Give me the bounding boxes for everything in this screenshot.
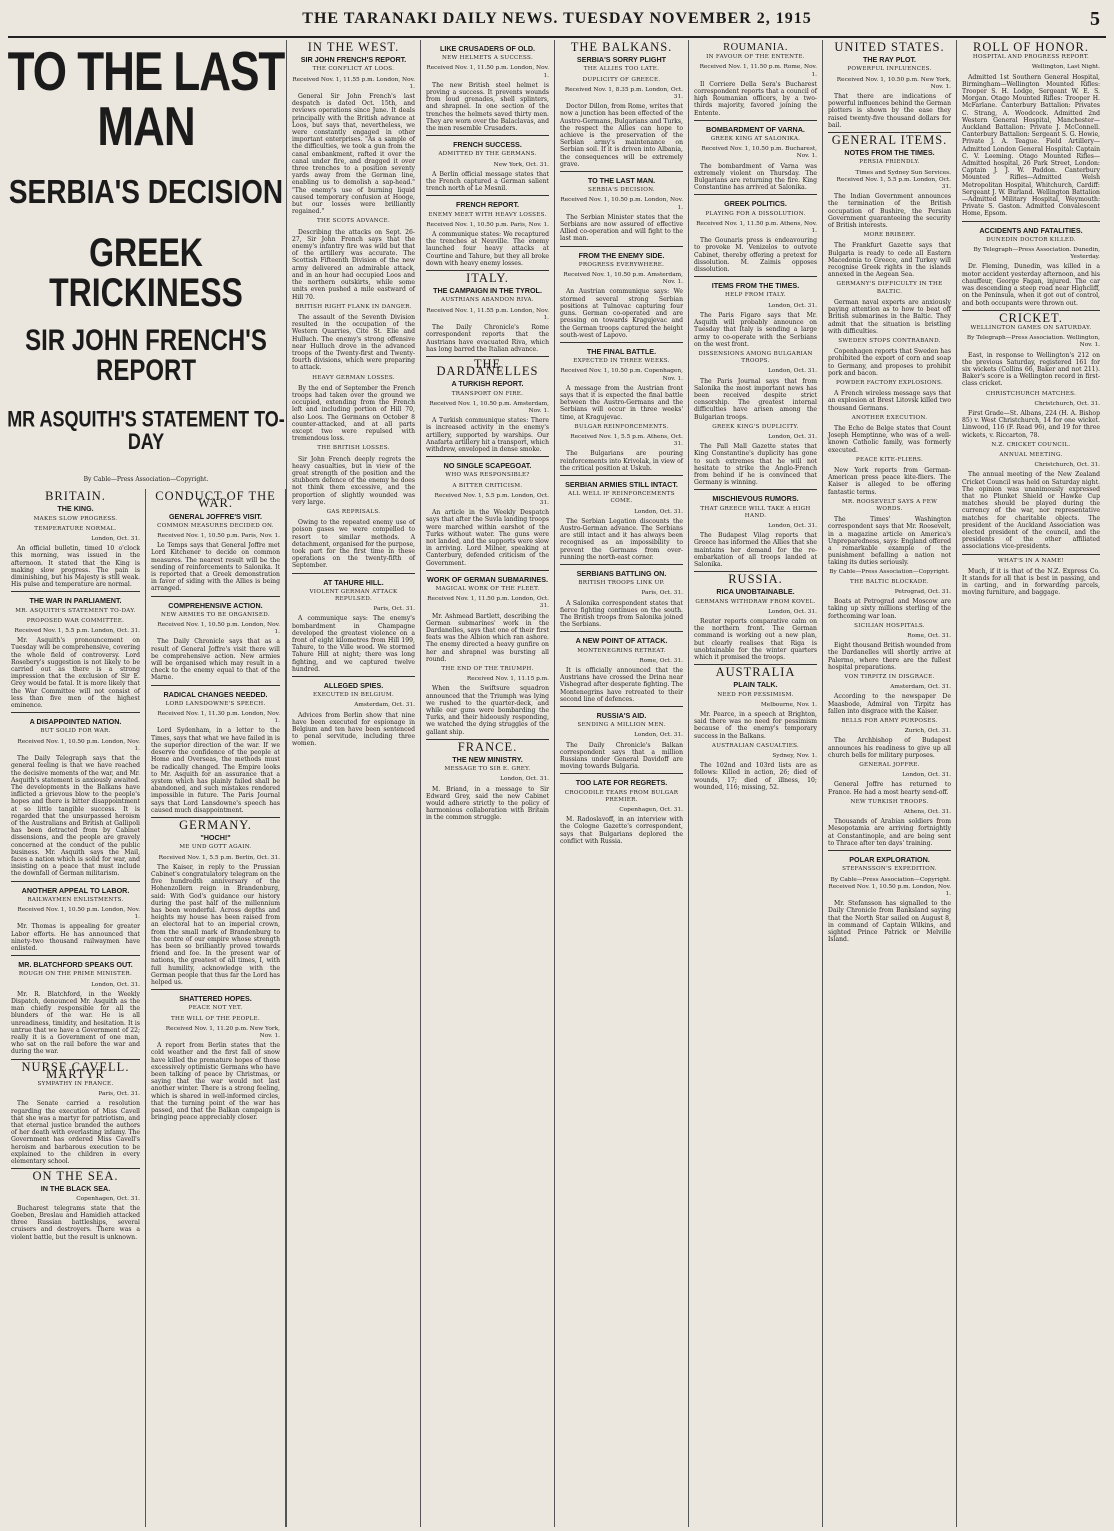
- roumania-head: ROUMANIA.: [723, 42, 788, 53]
- subhead: COMMON MEASURES DECIDED ON.: [157, 522, 274, 529]
- article-text: First Grade—St. Albans, 224 (H. A. Bishop 85) v. West Christchurch, 14 for one wicket. Linwood, 116 (F. Read 96), and 19 for three wickets, v. Riccarton, 78.: [962, 409, 1100, 439]
- section-head: WORK OF GERMAN SUBMARINES.: [427, 574, 548, 584]
- article-text: M. Radoslavoff, in an interview with the Cologne Gazette's correspondent, says that Bulgarians deplored the conflict with Russia.: [560, 816, 683, 845]
- section-head: SERBIAN ARMIES STILL INTACT.: [565, 479, 678, 489]
- subhead: MORE BRIBERY.: [863, 232, 916, 239]
- article-text: The Daily Telegraph says that the general feeling is that we have reached the decisive moments of the war, and Mr. Asquith's statement is anxiously awaited. The developments in the Balkans have inflicted a grievous blow to the people's hopes and there is bitter disappointment at so little tangible success. It is regarded that the unsurpassed heroism of the Australians and British at Gallipoli has been detracted from by Cabinet dissensions, and the people are gravely concerned at the conduct of the public business. Mr. Asquith says the Mail, faces a nation which is solid for war, and insisting on a peace that must include the downfall of German militarism.: [11, 755, 140, 878]
- article-text: Le Temps says that General Joffre met Lord Kitchener to decide on common measures. The nearest result will be the sending of reinforcements to Salonika. It is reported that a Greek demonstration in favor of siding with the Allies is being arranged.: [151, 542, 280, 593]
- dateline: London, Oct. 31.: [500, 776, 549, 783]
- general-items-head: GENERAL ITEMS.: [831, 133, 948, 148]
- dateline: Melbourne, Nov. 1.: [760, 701, 817, 708]
- subhead: GREEK KING AT SALONIKA.: [710, 136, 801, 143]
- subhead: NEW HELMETS A SUCCESS.: [441, 55, 534, 62]
- balkans-head: THE BALKANS.: [570, 40, 673, 54]
- dateline: Received Nov. 1, 5.5 p.m. London, Oct. 31.: [434, 492, 549, 506]
- subhead: DISSENSIONS AMONG BULGARIAN TROOPS.: [698, 350, 813, 365]
- dateline: Received Nov. 1, 10.50 p.m. New York, Nov. 1.: [836, 76, 951, 90]
- subhead: ANNUAL MEETING.: [999, 451, 1063, 458]
- article-text: An article in the Weekly Despatch says that after the Suvla landing troops were marched within earshot of the Turks without water. The guns were not landed, and the supports were slow in arriving. Lord Milner, speaking at Canterbury, defended criticism of the Government.: [426, 509, 549, 567]
- sea-head: ON THE SEA.: [32, 1169, 119, 1184]
- columns: [6, 40, 1110, 1527]
- article-text: The Times' Washington correspondent says that Mr. Roosevelt, in a magazine article on America's Unpreparedness, says: England offered a remarkable example of the punishment befalling a nation not taking its duties seriously.: [828, 516, 951, 567]
- section-head: LIKE CRUSADERS OF OLD.: [439, 44, 536, 53]
- dateline: Copenhagen, Oct. 31.: [619, 807, 683, 814]
- balkans-column: [555, 40, 689, 1527]
- dateline: Received Nov. 1, 11.50 p.m. London, Nov. 1.: [426, 65, 549, 79]
- section-head: THE CAMPAIGN IN THE TYROL.: [433, 286, 542, 296]
- france-head: FRANCE.: [457, 739, 518, 754]
- dateline: Paris, Oct. 31.: [373, 606, 415, 613]
- article-text: The Kaiser, in reply to the Prussian Cabinet's congratulatory telegram on the five hundredth anniversary of the Hohenzollern reign in Brandenburg, said: With God's guidance our history during the past half of the millennium has been wonderful. Across depths and heights my house has been raised from an electoral hat to an imperial crown, from the small mark of Brandenburg to the centre of our empire whose strength has been so brilliantly proved towards friend and foe. In the present war of nations, the greatest of all times, I, with full humility, acknowledge with the German people that thus far the Lord has helped us.: [151, 863, 280, 986]
- subhead: WHAT'S IN A NAME!: [997, 557, 1065, 564]
- subhead: NEW TURKISH TROOPS.: [850, 798, 929, 805]
- subhead: THE WILL OF THE PEOPLE.: [170, 1015, 261, 1022]
- section-head: AT TAHURE HILL.: [323, 577, 384, 587]
- dateline: Received Nov. 1, 10.50 p.m. London, Nov. 1.: [17, 906, 140, 921]
- subhead: NEW ARMIES TO BE ORGANISED.: [161, 611, 270, 618]
- conduct-column: [146, 489, 286, 1527]
- subhead: RAILWAYMEN ENLISTMENTS.: [27, 896, 124, 903]
- article-text: The Frankfurt Gazette says that Bulgaria is ready to cede all Eastern Macedonia to Greece, and Turkey will recognise Greek rights in the islands annexed in the Aegean Sea.: [828, 242, 951, 279]
- subhead: GENERAL JOFFRE.: [859, 762, 920, 769]
- dateline: Rome, Oct. 31.: [907, 633, 951, 640]
- section-head: NO SINGLE SCAPEGOAT.: [443, 461, 532, 471]
- headline-french: SIR JOHN FRENCH'S REPORT: [25, 323, 267, 388]
- section-head: TO THE LAST MAN.: [587, 176, 656, 186]
- dateline: London, Oct. 31.: [768, 368, 817, 375]
- masthead-title: THE TARANAKI DAILY NEWS. TUESDAY NOVEMBER 2, 1915: [302, 10, 812, 27]
- subhead: TRANSPORT ON FIRE.: [451, 390, 524, 397]
- subhead: EXECUTED IN BELGIUM.: [313, 692, 394, 699]
- cricket-head: CRICKET.: [999, 310, 1063, 325]
- subhead: LORD LANSDOWNE'S SPEECH.: [165, 700, 266, 707]
- subhead: DUPLICITY OF GREECE.: [582, 76, 661, 83]
- dateline: Petrograd, Oct. 31.: [894, 589, 951, 595]
- subhead: POWERFUL INFLUENCES.: [847, 66, 932, 73]
- subhead: CHRISTCHURCH MATCHES.: [985, 390, 1077, 397]
- section-head: MR. BLATCHFORD SPEAKS OUT.: [18, 960, 133, 970]
- subhead: BUT SOLID FOR WAR.: [40, 728, 111, 735]
- article-text: According to the newspaper De Maasbode, Admiral von Tirpitz has fallen into disgrace with the Kaiser.: [828, 693, 951, 715]
- subhead: WELLINGTON GAMES ON SATURDAY.: [970, 324, 1092, 331]
- dateline: London, Oct. 31.: [91, 981, 140, 988]
- dateline: Received Nov. 1, 10.50 p.m. Copenhagen, Nov. 1.: [560, 368, 683, 382]
- subhead: PROGRESS EVERYWHERE.: [578, 261, 665, 268]
- dateline: By Telegraph—Press Association. Wellington, Nov. 1.: [966, 335, 1100, 349]
- italy-head: ITALY.: [466, 271, 509, 286]
- cavell-head: NURSE CAVELL. MARTYR: [21, 1059, 130, 1081]
- article-text: East, in response to Wellington's 212 on the previous Saturday, registered 161 for six wickets (Collins 66, Baker and not 211). Baker's score is a Wellington record in first-class cricket.: [962, 351, 1100, 388]
- subhead: BRITISH TROOPS LINK UP.: [578, 580, 665, 587]
- dateline: Copenhagen, Oct. 31.: [76, 1195, 140, 1202]
- article-text: Mr. R. Blatchford, in the Weekly Dispatch, denounced Mr. Asquith as the man chiefly responsible for all the blunders of the war. He is all unreadiness, timidity, and hesitation. It is untrue that we have a Government of 22; really it is a Government of one man, who sat on the rail before the war and during the war.: [11, 990, 140, 1056]
- dateline: Received Nov. 1, 11.55 p.m. London, Nov. 1.: [292, 76, 415, 90]
- us-head: UNITED STATES.: [834, 40, 945, 54]
- section-head: NOTES FROM THE TIMES.: [844, 148, 935, 158]
- headline-serbia: SERBIA'S DECISION: [8, 172, 284, 210]
- dateline: Received Nov. 1, 5.5 p.m. Berlin, Oct. 31.: [158, 854, 280, 861]
- dateline: London, Oct. 31.: [768, 302, 817, 309]
- article-text: An official bulletin, timed 10 o'clock this morning, was issued in the afternoon. It stated that the King is making slow progress. The pain is diminishing, but his Majesty is still weak. His pulse and temperature are normal.: [11, 545, 140, 589]
- dateline: Received Nov. 1, 10.50 p.m. London, Nov. 1.: [560, 197, 683, 211]
- king-head: THE KING.: [57, 504, 94, 514]
- dateline: London, Oct. 31.: [768, 522, 817, 529]
- section-head: ACCIDENTS AND FATALITIES.: [979, 225, 1083, 235]
- dateline: London, Oct. 31.: [768, 433, 817, 440]
- article-text: A report from Berlin states that the cold weather and the first fall of snow have killed the premature hopes of those excessively optimistic Germans who have been talking of peace by Christmas, or saying that the war would not last another winter. There is a strong feeling, which is shared in well-informed circles, that the turning point of the war has passed, and that the Balkan campaign is bringing peace appreciably closer.: [151, 1042, 280, 1122]
- conduct-head: CONDUCT OF THE WAR.: [155, 489, 276, 511]
- west-head: IN THE WEST.: [307, 40, 400, 54]
- subhead: A BITTER CRITICISM.: [452, 482, 523, 489]
- article-text: The Serbian Legation discounts the Austro-German advance. The Serbians are still intact and it has always been recognised as an impossibility to prevent the Germans from over-running the north-east corner.: [560, 517, 683, 561]
- dateline: Received Nov. 1, 11.55 p.m. London, Nov. 1.: [426, 307, 549, 321]
- subhead: N.Z. CRICKET COUNCIL.: [991, 441, 1071, 448]
- subhead: MONTENEGRINS RETREAT.: [577, 647, 666, 654]
- article-text: General Sir John French's last despatch is dated Oct. 15th, and reviews operations since June. It deals principally with the British advance at Loos, but says that, nevertheless, we were constantly engaged in other important enterprises. "As a sample of the difficulties, we took a gun from the canal embankment, rafted it over the canal under fire, and dragged it over three trenches to a position seventy yards away from the German line, enabling us to demolish a sap-head." "The enemy's use of burning liquid caused temporary confusion at Hooge, but our losses were brilliantly regained.": [292, 93, 415, 216]
- article-text: The Paris Figaro says that Mr. Asquith will probably announce on Tuesday that Italy is sending a large army to co-operate with the Serbians on the west front.: [694, 311, 817, 348]
- article-text: Sir John French deeply regrets the heavy casualties, but in view of the great strength of the position and the stubborn defence of the enemy he does not think them excessive, and the proportion of slightly wounded was very large.: [292, 455, 415, 506]
- article-text: Dr. Fleming, Dunedin, was killed in a motor accident yesterday afternoon, and his chauffeur, George Fagan, injured. The car was descending a steep road near Highcliff, on the Peninsula, when it got out of control, and both occupants were thrown out.: [962, 263, 1100, 307]
- article-text: Mr. Thomas is appealing for greater Labor efforts. He has announced that ninety-two thousand railwaymen have enlisted.: [11, 923, 140, 952]
- article-text: The Indian Government announces the termination of the British occupation of Bushire, the Persian Government guaranteeing the security of British interests.: [828, 193, 951, 230]
- subhead: PROPOSED WAR COMMITTEE.: [26, 617, 125, 624]
- dateline: By Cable—Press Association—Copyright. Received Nov. 1, 10.50 p.m. London, Nov. 1.: [828, 876, 951, 897]
- article-text: Advices from Berlin show that nine have been executed for espionage in Belgium and ten have been sentenced to penal servitude, including three women.: [292, 711, 415, 748]
- subhead: GERMANS WITHDRAW FROM KOVEL.: [695, 598, 816, 605]
- byline: By Cable—Press Association—Copyright.: [83, 476, 209, 483]
- article-text: Mr. Ashmead Bartlett, describing the German submarines' work in the Dardanelles, says that one of their first feats was the Albion which ran ashore. The enemy directed a heavy gunfire on her and shrapnel was bursting all round.: [426, 612, 549, 663]
- subhead: HEAVY GERMAN LOSSES.: [312, 374, 395, 381]
- dateline: Received Nov. 1, 11.20 p.m. New York, Nov. 1.: [165, 1025, 280, 1039]
- dateline: Paris, Oct. 31.: [641, 590, 683, 597]
- subhead: BULGAR REINFORCEMENTS.: [574, 423, 669, 430]
- subhead: THE BRITISH LOSSES.: [317, 445, 390, 452]
- subhead: WHO WAS RESPONSIBLE?: [445, 472, 530, 479]
- crusaders-column: [421, 40, 555, 1527]
- article-text: Eight thousand British wounded from the Dardanelles will shortly arrive at Palermo, where there are the fullest hospital preparations.: [828, 642, 951, 671]
- dateline: London, Oct. 31.: [634, 732, 683, 739]
- subhead: DUNEDIN DOCTOR KILLED.: [986, 236, 1076, 243]
- article-text: The Daily Chronicle says that as a result of General Joffre's visit there will be comprehensive action. New armies will be organised which may result in a check to the enemy equal to that of the Marne.: [151, 638, 280, 682]
- dateline: Rome, Oct. 31.: [639, 657, 683, 664]
- article-text: Doctor Dillon, from Rome, writes that now a junction has been effected of the Austro-Germans, Bulgarians and Turks, the respect the Allies can hope to achieve is the preservation of the Serbian army's maintenance on Serbian soil. If it is driven into Albania, the consequences will be extremely grave.: [560, 103, 683, 168]
- dateline: Received Nov. 1, 5.5 p.m. London, Oct. 31.: [14, 628, 140, 635]
- section-head: FRENCH REPORT.: [455, 200, 520, 210]
- subhead: BRITISH RIGHT FLANK IN DANGER.: [295, 303, 412, 310]
- article-text: The 102nd and 103rd lists are as follows: Killed in action, 26; died of wounds, 17; died of illness, 10; wounded, 116; missing, 52.: [694, 762, 817, 791]
- britain-column: [6, 489, 146, 1527]
- section-head: GREEK POLITICS.: [724, 199, 787, 209]
- australia-head: AUSTRALIA: [715, 665, 796, 680]
- dateline: Sydney, Nov. 1.: [772, 753, 817, 760]
- article-text: Mr. Stefansson has signalled to the Daily Chronicle from Banksland saying that the North Star sailed on August 8, in command of Captain Wilkins, and sighted Prince Patrick or Melville Island.: [828, 900, 951, 944]
- subhead: MR. ROOSEVELT SAYS A FEW WORDS.: [841, 498, 938, 512]
- section-head: THE NEW MINISTRY.: [452, 755, 523, 765]
- dateline: Received Nov. 1, 10.50 p.m. Amsterdam, Nov. 1.: [563, 272, 683, 286]
- subhead: ENEMY MEET WITH HEAVY LOSSES.: [428, 211, 547, 218]
- article-text: Il Corriere Della Sera's Bucharest correspondent reports that a council of high Roumanian officers, by a two-thirds majority, favored joining the Entente.: [694, 80, 817, 117]
- article-text: New York reports from German-American press peace kite-fliers. The Kaiser is alleged to be offering fantastic terms.: [828, 466, 951, 496]
- article-text: The Echo de Belge states that Count Joseph Hemptinne, who was of a well-known Catholic family, was formerly executed.: [828, 424, 951, 454]
- section-head: SERBIANS BATTLING ON.: [576, 568, 667, 578]
- page-number: 5: [1090, 8, 1100, 30]
- section-head: SIR JOHN FRENCH'S REPORT.: [300, 55, 407, 65]
- subhead: GREEK KING'S DUPLICITY.: [712, 423, 799, 430]
- dateline: Christchurch, Oct. 31.: [1034, 462, 1100, 469]
- dateline: Zurich, Oct. 31.: [904, 728, 951, 735]
- subhead: ANOTHER EXECUTION.: [851, 414, 928, 421]
- roumania-column: [689, 40, 823, 1527]
- subhead: THE CONFLICT AT LOOS.: [312, 66, 395, 73]
- article-text: Owing to the repeated enemy use of poison gases we were compelled to resort to similar methods. A detachment, organised for the purpose, took part for the first time in these operations on the twenty-fifth of September.: [292, 519, 415, 570]
- masthead: [8, 6, 1106, 38]
- subhead: BELLS FOR ARMY PURPOSES.: [841, 718, 938, 725]
- subhead: IN FAVOUR OF THE ENTENTE.: [706, 54, 805, 61]
- subhead: CROCODILE TEARS FROM BULGAR PREMIER.: [564, 789, 679, 803]
- article-text: A message from the Austrian front says that it is expected the final battle between the Austro-Germans and the Serbians will occur in three weeks' time, at Kragujevac.: [560, 384, 683, 421]
- subhead: GAS REPRISALS.: [326, 508, 381, 515]
- germany-head: GERMANY.: [179, 817, 252, 832]
- dateline: Received Nov. 1, 11.50 p.m. Athens, Nov. 1.: [696, 220, 817, 235]
- article-text: Mr. Asquith's pronouncement on Tuesday will be comprehensive, covering the whole field of controversy. Lord Rosebery's suggestion is not likely to be carried out as there is a strong impression that the exclusion of Sir E. Grey would be fatal. It is more likely that the War Committee will not consist of less than five men of the highest eminence.: [11, 637, 140, 710]
- subhead: THAT GREECE WILL TAKE A HIGH HAND.: [700, 505, 811, 519]
- britain-head: BRITAIN.: [45, 489, 106, 504]
- article-text: The annual meeting of the New Zealand Cricket Council was held on Saturday night. The opinion was unanimously expressed that no Plunket Shield or Hawke Cup matches should be played during the currency of the war, nor representative matches for charitable objects. The president of the Auckland Association was elected president of the council, and the presidents of the other affiliated associations vice-presidents.: [962, 471, 1100, 551]
- dateline: By Telegraph—Press Association. Dunedin, Yesterday.: [973, 247, 1100, 261]
- article-text: General Joffre has returned to France. He had a most hearty send-off.: [828, 781, 951, 796]
- subhead: AUSTRALIAN CASUALTIES.: [711, 742, 800, 749]
- lead-subcolumns: [6, 489, 286, 1527]
- article-text: The bombardment of Varna was extremely violent on Thursday. The Bulgarians are returning the fire. King Constantine has arrived at Salonika.: [694, 162, 817, 192]
- subhead: MAKES SLOW PROGRESS.: [33, 515, 118, 522]
- russia-head: RUSSIA.: [728, 572, 783, 587]
- section-head: ANOTHER APPEAL TO LABOR.: [21, 885, 130, 895]
- article-text: The Serbian Minister states that the Serbians are now assured of effective Allied co-operation and will fight to the last man.: [560, 213, 683, 243]
- subhead: SICILIAN HOSPITALS.: [854, 622, 925, 629]
- section-head: BOMBARDMENT OF VARNA.: [706, 124, 805, 134]
- headline-last-man: TO THE LAST MAN: [7, 41, 285, 158]
- section-head: RUSSIA'S AID.: [596, 711, 647, 721]
- article-text: Boats at Petrograd and Moscow are taking up sixty millions sterling of the forthcoming war loan.: [828, 598, 951, 620]
- subhead: THE BALTIC BLOCKADE.: [850, 578, 929, 585]
- section-head: "HOCH!": [200, 833, 231, 843]
- article-text: A Turkish communique states: There is increased activity in the enemy's artillery, supported by warships. Our Anafarta artillery hit a transport, which withdrew, enveloped in dense smoke.: [426, 417, 549, 453]
- dateline: Athens, Oct. 31.: [903, 809, 951, 816]
- subhead: PERSIA FRIENDLY.: [859, 159, 920, 166]
- subhead: STEFANSSON'S EXPEDITION.: [842, 866, 937, 873]
- article-text: Describing the attacks on Sept. 26-27, Sir John French says that the enemy's infantry fire was wild but that of the artillery was accurate. The Scottish Fifteenth Division of the new army delivered an admirable attack, and in an hour had occupied Loos and the northern outskirts, while some units even pushed a mile eastward of Hill 70.: [292, 228, 415, 301]
- article-text: It is officially announced that the Austrians have crossed the Drina near Vishegrad after desperate fighting. The Montenegrins have retreated to their second line of defences.: [560, 667, 683, 703]
- subhead: THE END OF THE TRIUMPH.: [441, 666, 534, 673]
- dateline: London, Oct. 31.: [768, 608, 817, 615]
- article-text: The Archbishop of Budapest announces his readiness to give up all church bells for military purposes.: [828, 737, 951, 759]
- headline-greek: GREEK TRICKINESS: [49, 229, 243, 315]
- article-text: Thousands of Arabian soldiers from Mesopotamia are arriving fortnightly at Constantinople, and are being sent to Thrace after ten days' training.: [828, 818, 951, 847]
- dateline: Received Nov. 1, 10.50 p.m. Paris, Nov. 1.: [157, 533, 280, 540]
- section-head: MISCHIEVOUS RUMORS.: [712, 494, 799, 504]
- dateline: Paris, Oct. 31.: [98, 1091, 140, 1098]
- section-head: A NEW POINT OF ATTACK.: [575, 636, 668, 646]
- article-text: That there are indications of powerful influences behind the German plotters is shown by the ease they raised twenty-five thousand dollars for bail.: [828, 93, 951, 129]
- west-column: [286, 40, 421, 1527]
- section-head: COMPREHENSIVE ACTION.: [168, 600, 263, 610]
- article-text: A French wireless message says that an explosion at Brest Litovsk killed two thousand Germans.: [828, 390, 951, 412]
- section-head: TOO LATE FOR REGRETS.: [575, 778, 668, 788]
- article-text: The assault of the Seventh Division resulted in the occupation of the Western Quarries, Cite St. Elie and Hulluch. The enemy's strong offensive near Hulluch drove in the advanced troops of the Twenty-first and Twenty-fourth divisions, which were preparing to attack.: [292, 313, 415, 372]
- article-text: Reuter reports comparative calm on the northern front. The German command is working out a new plan, but clearly realises that Riga is unobtainable for the winter quarters which it promised the troops.: [694, 618, 817, 662]
- section-head: SERBIA'S SORRY PLIGHT: [576, 55, 667, 65]
- subhead: ME UND GOTT AGAIN.: [179, 844, 252, 851]
- subhead: AUSTRIANS ABANDON RIVA.: [441, 297, 534, 304]
- dateline: Received Nov. 1, 10.50 p.m. Amsterdam, Nov. 1.: [429, 400, 549, 414]
- dateline: London, Oct. 31.: [634, 508, 683, 515]
- article-text: When the Swiftsure squadron announced that the Triumph was lying we rushed to the quarter-deck, and while our guns were bombarding the Turks, and their hideously responding, we watched the dying struggles of the gallant ship.: [426, 685, 549, 736]
- article-text: Admitted 1st Southern General Hospital, Birmingham—Wellington Mounted Rifles: Trooper S. H. Lodge, Sergeant W. E. S. Morgan. Otago Mounted Rifles: Trooper H. McFarlane. Canterbury Battalion: Privates C. Strang, A. Woodcock. Admitted 2nd Western General Hospital, Manchester—Auckland Battalion: Private J. McConnell. Canterbury Battalion: Sergeant S. G. Howie, Private J. A. Teague. Field Artillery—Admitted London General Hospital: Captain C. V. Leeming. Otago Mounted Rifles—Admitted hospital, 26 Park Street, London: Captain J. J. W. Paddon. Canterbury Mounted Rifles—Admitted Welsh Metropolitan Hospital, Whitchurch, Cardiff: Sergeant J. W. Burland. Wellington Battalion—Admitted Military Hospital, Weymouth: Private S. Gaston. Admitted Convalescent Home, Epsom.: [962, 73, 1100, 218]
- section-head: RICA UNOBTAINABLE.: [716, 587, 795, 597]
- dateline: Received Nov. 1, 10.50 p.m. Paris, Nov. 1.: [426, 221, 549, 228]
- section-head: A DISAPPOINTED NATION.: [29, 717, 122, 727]
- subhead: SYMPATHY IN FRANCE.: [37, 1081, 114, 1088]
- dateline: London, Oct. 31.: [902, 772, 951, 779]
- subhead: VIOLENT GERMAN ATTACK REPULSED.: [309, 588, 398, 603]
- section-head: THE RAY PLOT.: [862, 55, 917, 65]
- dateline: Received Nov. 1, 10.50 p.m. Bucharest, Nov. 1.: [701, 146, 817, 160]
- article-text: The Paris Journal says that from Salonika the most important news has been received despite strict censorship. The greatest internal difficulties have arisen among the Bulgarian troops.: [694, 377, 817, 421]
- subhead: MAGICAL WORK OF THE FLEET.: [435, 585, 540, 592]
- headline-asquith: MR ASQUITH'S STATEMENT TO-DAY: [7, 406, 285, 454]
- subhead: MR. ASQUITH'S STATEMENT TO-DAY.: [15, 607, 136, 614]
- subhead: SWEDEN STOPS CONTRABAND.: [838, 337, 941, 344]
- article-text: The Senate carried a resolution regarding the execution of Miss Cavell that she was a martyr for patriotism, and that eternal justice branded the authors of her death with everlasting infamy. The Government has ordered Miss Cavell's heroism and barbarous execution to be explained to the children in every elementary school.: [11, 1100, 140, 1166]
- subhead: MESSAGE TO SIR E. GREY.: [444, 766, 531, 773]
- subhead: GERMANY'S DIFFICULTY IN THE BALTIC.: [836, 281, 943, 295]
- subhead: ROUGH ON THE PRIME MINISTER.: [18, 971, 133, 978]
- subhead: VON TIRPITZ IN DISGRACE.: [844, 674, 935, 681]
- subhead: EXPECTED IN THREE WEEKS.: [573, 358, 670, 365]
- article-text: Copenhagen reports that Sweden has prohibited the export of corn and soap to Germany, and proposes to prohibit pork and bacon.: [828, 348, 951, 377]
- article-text: A communique states: We recaptured the trenches at Neuville. The enemy launched four heavy attacks at Courtine and Tahure, but they all broke down with heavy enemy losses.: [426, 231, 549, 267]
- section-head: THE FINAL BATTLE.: [586, 346, 657, 356]
- subhead: HELP FROM ITALY.: [725, 292, 786, 299]
- subhead: PEACE KITE-FLIERS.: [855, 456, 924, 463]
- byline: By Cable—Press Association—Copyright.: [829, 568, 950, 575]
- section-head: IN THE BLACK SEA.: [40, 1184, 111, 1194]
- article-text: By the end of September the French troops had taken over the ground we occupied, extending from the French left and including portion of Hill 70, also Loos. The Germans on October 8 counter-attacked, and at all parts except two were repulsed with tremendous loss.: [292, 384, 415, 443]
- section-head: ITEMS FROM THE TIMES.: [711, 281, 800, 291]
- article-text: M. Briand, in a message to Sir Edward Grey, said the new Cabinet would adhere strictly to the policy of harmonious collaboration with Britain in the common struggle.: [426, 785, 549, 822]
- section-head: PLAIN TALK.: [733, 680, 778, 690]
- article-text: The new British steel helmet is proving a success. It prevents wounds from loud grenades, shell splinters, and shrapnel. In one section of the trenches the helmets saved thirty men. They are worn over the Balaclavas, and the men resemble Crusaders.: [426, 81, 549, 133]
- subhead: POWDER FACTORY EXPLOSIONS.: [835, 379, 944, 386]
- article-text: Bucharest telegrams state that the Goeben, Breslau and Hamidieh attacked three Russian battleships, several cruisers and destroyers. There was a violent battle, but the result is unknown.: [11, 1204, 140, 1241]
- section-head: SHATTERED HOPES.: [179, 994, 252, 1004]
- section-head: GENERAL JOFFRE'S VISIT.: [168, 511, 263, 521]
- dateline: Received Nov. 1, 11.50 p.m. Rome, Nov. 1.: [699, 64, 817, 78]
- lead-section: [6, 40, 286, 1527]
- article-text: A Salonika correspondent states that fierce fighting continues on the south. The British troops from Salonika joined the Serbians.: [560, 599, 683, 629]
- article-text: Mr. Pearce, in a speech at Brighton, said there was no need for pessimism because of the enemy's temporary success in the Balkans.: [694, 711, 817, 740]
- dateline: Christchurch, Oct. 31.: [1034, 400, 1100, 407]
- subhead: SENDING A MILLION MEN.: [577, 722, 666, 729]
- dateline: Received Nov. 1, 11.30 p.m. London, Nov. 1.: [157, 711, 280, 725]
- subhead: PLAYING FOR A DISSOLUTION.: [705, 210, 806, 217]
- article-text: An Austrian communique says: We stormed several strong Serbian positions at Tulnovac capturing four guns. German co-operated and are pressing on towards Kragujevac and the German troops captured the height south-west of Lapovo.: [560, 288, 683, 339]
- article-text: Much, if it is that of the N.Z. Express Co. It stands for all that is best in passing, and in carting, and in forwarding parcels, moving furniture, and baggage.: [962, 567, 1100, 597]
- article-text: The Budapest Vilag reports that Greece has informed the Allies that she maintains her demand for the re-embarkation of all troops landed at Salonika.: [694, 532, 817, 568]
- section-head: POLAR EXPLORATION.: [849, 855, 930, 865]
- article-text: The Bulgarians are pouring reinforcements into Krivolak, in view of the critical position at Uskub.: [560, 450, 683, 472]
- united-states-column: [823, 40, 957, 1527]
- dateline: Amsterdam, Oct. 31.: [354, 702, 415, 709]
- section-head: RADICAL CHANGES NEEDED.: [163, 689, 268, 699]
- dateline: Wellington, Last Night.: [1031, 64, 1100, 71]
- section-head: FRENCH SUCCESS.: [453, 140, 522, 150]
- dateline: Received Nov. 1, 10.50 p.m. London, Nov. 1.: [157, 622, 280, 636]
- section-head: FROM THE ENEMY SIDE.: [578, 250, 665, 260]
- article-text: Lord Sydenham, in a letter to the Times, says that what we have failed in is the superior direction of the war. If we deserve the confidence of the people at Home and Overseas, the methods must be radically changed. The Empire looks to Mr. Asquith for an assurance that a system which has plainly failed shall be abandoned, and such mistakes rendered impossible in future. The Paris Journal says that Lord Lansdowne's speech has caused much disappointment.: [151, 727, 280, 814]
- subhead: SERBIA'S DECISION.: [587, 187, 656, 194]
- article-text: The Gounaris press is endeavouring to provoke M. Venizelos to outvote Cabinet, thereby offering a pretext for dissolution. M. Zaimis opposes dissolution.: [694, 237, 817, 274]
- subhead: PEACE NOT YET.: [188, 1005, 243, 1012]
- article-text: A communique says: The enemy's bombardment in Champagne developed the greatest violence on a front of eight kilometres from Hill 199, Tahure, to the Ville wood. We stormed Tahure Hill at night; there was long fighting, and we captured twelve hundred.: [292, 615, 415, 673]
- subhead: ADMITTED BY THE GERMANS.: [438, 151, 537, 158]
- roll-of-honor-column: [957, 40, 1105, 1527]
- article-text: German naval experts are anxiously paying attention as to how to beat off British submarines in the Baltic. They admit that the situation is bristling with difficulties.: [828, 298, 951, 335]
- subhead: ALL WELL IF REINFORCEMENTS COME.: [568, 491, 675, 505]
- dateline: London, Oct. 31.: [91, 536, 140, 543]
- dateline: Received Nov. 1, 8.35 p.m. London, Oct. 31.: [564, 86, 683, 101]
- dateline: Times and Sydney Sun Services. Received Nov. 1, 5.5 p.m. London, Oct. 31.: [836, 169, 951, 191]
- article-text: The Pall Mall Gazette states that King Constantine's duplicity has gone to such extremes that he will not hesitate to strike the Anglo-French from behind if he is convinced that Germany is winning.: [694, 443, 817, 487]
- dateline: Received Nov. 1, 10.50 p.m. London, Nov. 1.: [17, 738, 140, 752]
- dateline: Received Nov. 1, 5.5 p.m. Athens, Oct. 31.: [570, 433, 683, 448]
- subhead: NEED FOR PESSIMISM.: [717, 691, 794, 698]
- dardanelles-head: THE DARDANELLES: [436, 356, 539, 379]
- subhead: THE SCOTS ADVANCE.: [316, 218, 391, 225]
- dateline: Received Nov. 1, 11.50 p.m. London, Oct. 31.: [427, 596, 549, 610]
- subhead: HOSPITAL AND PROGRESS REPORT.: [972, 54, 1090, 61]
- section-head: A TURKISH REPORT.: [451, 379, 524, 389]
- article-text: The Daily Chronicle's Balkan correspondent says that a million Russians under General Davidoff are moving towards Bulgaria.: [560, 741, 683, 771]
- article-text: A Berlin official message states that the French captured a German salient trench north of Le Mesnil.: [426, 170, 549, 193]
- dateline: Received Nov. 1, 11.15 p.m.: [466, 676, 549, 683]
- subhead: TEMPERATURE NORMAL.: [34, 525, 117, 532]
- section-head: THE WAR IN PARLIAMENT.: [29, 596, 122, 606]
- article-text: The Daily Chronicle's Rome correspondent reports that the Austrians have evacuated Riva, which has long barred the Italian advance.: [426, 324, 549, 353]
- dateline: New York, Oct. 31.: [493, 161, 549, 168]
- dateline: Amsterdam, Oct. 31.: [890, 684, 951, 691]
- subhead: THE ALLIES TOO LATE.: [583, 66, 660, 73]
- section-head: ALLEGED SPIES.: [323, 681, 384, 691]
- roll-head: ROLL OF HONOR.: [973, 40, 1089, 54]
